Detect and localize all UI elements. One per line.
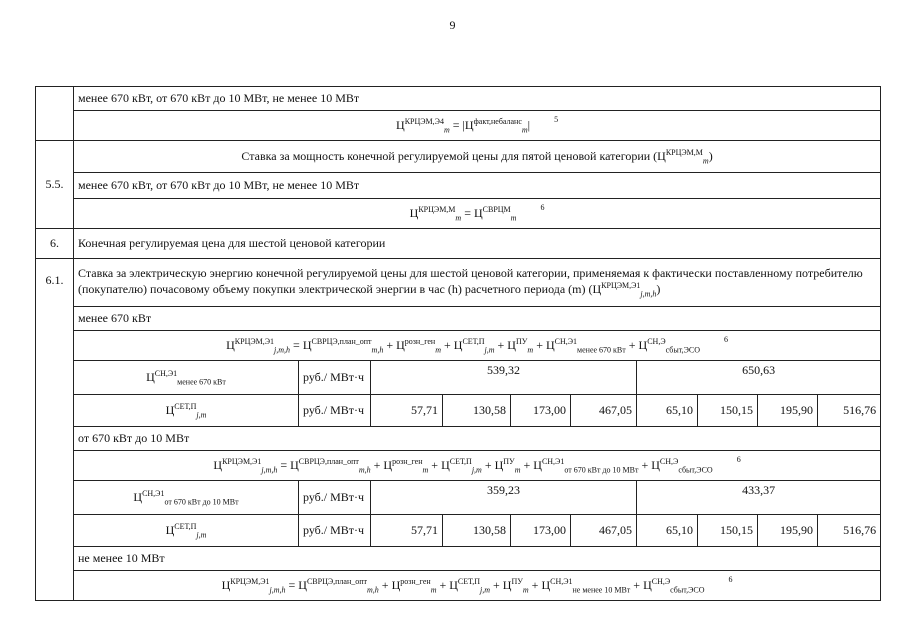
value-cell: 173,00 — [511, 515, 571, 547]
value-cell: 65,10 — [637, 515, 698, 547]
value-cell: 57,71 — [371, 395, 443, 427]
row-num: 6.1. — [36, 259, 74, 601]
value-cell: 516,76 — [818, 515, 881, 547]
value-cell: 195,90 — [758, 395, 818, 427]
value-cell: 359,23 — [371, 481, 637, 515]
unit-cell: руб./ МВт·ч — [299, 361, 371, 395]
tariff-label: $Ц^{СЕТ,П}_{j,m}$ — [74, 515, 299, 547]
row-num: 5.5. — [36, 141, 74, 229]
formula-e1: $Ц^{КРЦЭМ,Э1}_{j,m,h} = Ц^{СВРЦЭ,план\_опт}_{m,h} + Ц^{розн\_ген}_m + Ц^{СЕТ,П}_{j,m} + Ц^{ПУ}_m + Ц^{СН,Э1}_{не менее 10 МВт} + Ц^{СН,Э}_{сбыт,ЭСО}^6$ — [74, 571, 881, 601]
category-text: менее 670 кВт, от 670 кВт до 10 МВт, не менее 10 МВт — [74, 87, 881, 111]
page-number: 9 — [449, 18, 456, 32]
section-title: Конечная регулируемая цена для шестой ценовой категории — [74, 229, 881, 259]
footnote-ref: 6 — [540, 202, 545, 212]
formula-e4: $Ц^{КРЦЭМ,Э4}_m = |Ц^{факт,небаланс}_m|$ $^5$ — [74, 111, 881, 141]
tariff-label: $Ц^{СН,Э1}_{от 670 кВт до 10 МВт}$ — [74, 481, 299, 515]
section-title: Ставка за мощность конечной регулируемой цены для пятой ценовой категории $(Ц^{КРЦЭМ,М}_m)$ — [74, 141, 881, 173]
unit-cell: руб./ МВт·ч — [299, 515, 371, 547]
value-cell: 57,71 — [371, 515, 443, 547]
tariff-table — [35, 86, 881, 601]
tariff-label: $Ц^{СЕТ,П}_{j,m}$ — [74, 395, 299, 427]
row-num: 6. — [36, 229, 74, 259]
value-cell: 173,00 — [511, 395, 571, 427]
category-text: менее 670 кВт — [74, 307, 881, 331]
formula-m: $Ц^{КРЦЭМ,М}_m = Ц^{СВРЦМ}_m^6$ — [74, 199, 881, 229]
unit-cell: руб./ МВт·ч — [299, 481, 371, 515]
footnote-ref: 6 — [728, 574, 733, 584]
value-cell: 195,90 — [758, 515, 818, 547]
value-cell: 130,58 — [443, 395, 511, 427]
value-cell: 516,76 — [818, 395, 881, 427]
value-cell: 150,15 — [698, 395, 758, 427]
category-text: от 670 кВт до 10 МВт — [74, 427, 881, 451]
tariff-label: $Ц^{СН,Э1}_{менее 670 кВт}$ — [74, 361, 299, 395]
footnote-ref: 6 — [724, 334, 728, 344]
formula-e1: $Ц^{КРЦЭМ,Э1}_{j,m,h} = Ц^{СВРЦЭ,план\_опт}_{m,h} + Ц^{розн\_ген}_m + Ц^{СЕТ,П}_{j,m} + Ц^{ПУ}_m + Ц^{СН,Э1}_{от 670 кВт до 10 МВт} + Ц^{СН,Э}_{сбыт,ЭСО}^6$ — [74, 451, 881, 481]
row-num-empty — [36, 87, 74, 141]
value-cell: 130,58 — [443, 515, 511, 547]
footnote-ref: 5 — [554, 114, 559, 124]
value-cell: 433,37 — [637, 481, 881, 515]
section-title: Ставка за электрическую энергию конечной регулируемой цены для шестой ценовой категории, применяемая к фактически поставленному потребителю (покупателю) почасовому объему покупки электрической энергии в час (h) расчетного периода (m) $(Ц^{КРЦЭМ,Э1}_{j,m,h})$ — [74, 259, 881, 307]
category-text: не менее 10 МВт — [74, 547, 881, 571]
value-cell: 650,63 — [637, 361, 881, 395]
value-cell: 539,32 — [371, 361, 637, 395]
value-cell: 65,10 — [637, 395, 698, 427]
unit-cell: руб./ МВт·ч — [299, 395, 371, 427]
category-text: менее 670 кВт, от 670 кВт до 10 МВт, не менее 10 МВт — [74, 173, 881, 199]
value-cell: 467,05 — [571, 395, 637, 427]
formula-e1: $Ц^{КРЦЭМ,Э1}_{j,m,h} = Ц^{СВРЦЭ,план\_опт}_{m,h} + Ц^{розн\_ген}_m + Ц^{СЕТ,П}_{j,m} + Ц^{ПУ}_m + Ц^{СН,Э1}_{менее 670 кВт} + Ц^{СН,Э}_{сбыт,ЭСО}^6$ — [74, 331, 881, 361]
footnote-ref: 6 — [736, 454, 741, 464]
value-cell: 150,15 — [698, 515, 758, 547]
value-cell: 467,05 — [571, 515, 637, 547]
